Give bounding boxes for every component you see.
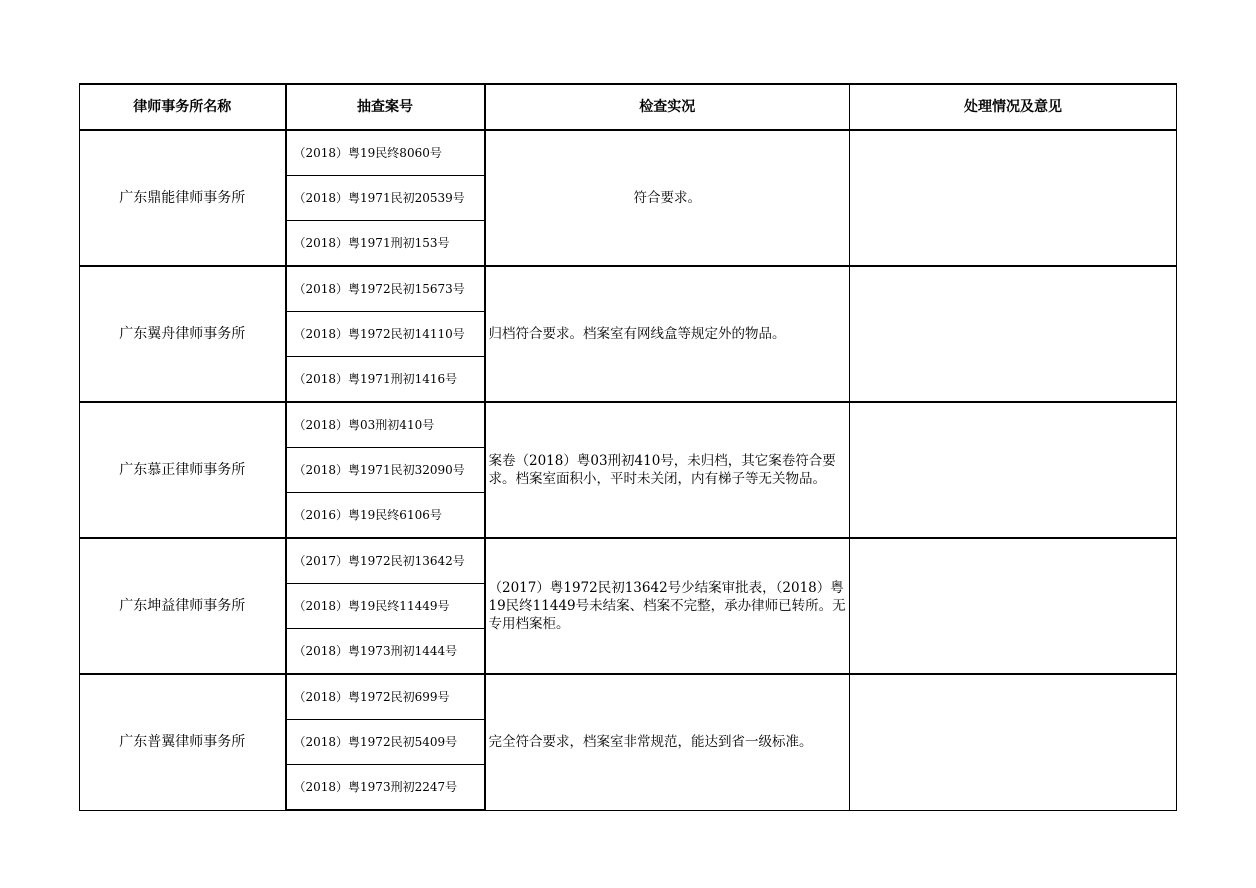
firm-name-cell: 广东翼舟律师事务所 <box>80 266 286 402</box>
header-handling-opinion: 处理情况及意见 <box>850 84 1177 130</box>
firm-name-cell: 广东普翼律师事务所 <box>80 674 286 810</box>
header-case-number: 抽查案号 <box>286 84 485 130</box>
inspection-status-cell: 归档符合要求。档案室有网线盒等规定外的物品。 <box>485 266 850 402</box>
handling-opinion-cell <box>850 674 1177 810</box>
case-number-cell: （2018）粤1972民初14110号 <box>286 312 485 357</box>
case-number-cell: （2018）粤1971民初20539号 <box>286 176 485 221</box>
inspection-status-cell: 符合要求。 <box>485 130 850 266</box>
case-number-cell: （2018）粤19民终11449号 <box>286 584 485 629</box>
table-row <box>80 266 1177 312</box>
inspection-table <box>79 83 1177 811</box>
table-row <box>80 130 1177 176</box>
inspection-status-cell: 完全符合要求，档案室非常规范，能达到省一级标准。 <box>485 674 850 810</box>
firm-name-cell: 广东鼎能律师事务所 <box>80 130 286 266</box>
handling-opinion-cell <box>850 130 1177 266</box>
firm-name-cell: 广东坤益律师事务所 <box>80 538 286 674</box>
table-row <box>80 402 1177 448</box>
case-number-cell: （2018）粤19民终8060号 <box>286 130 485 176</box>
case-number-cell: （2017）粤1972民初13642号 <box>286 538 485 584</box>
case-number-cell: （2018）粤1973刑初2247号 <box>286 765 485 811</box>
inspection-status-cell: （2017）粤1972民初13642号少结案审批表，（2018）粤19民终11449号未结案、档案不完整，承办律师已转所。无专用档案柜。 <box>485 538 850 674</box>
case-number-cell: （2018）粤1973刑初1444号 <box>286 629 485 675</box>
case-number-cell: （2018）粤1971民初32090号 <box>286 448 485 493</box>
header-row <box>80 84 1177 130</box>
case-number-cell: （2018）粤1972民初699号 <box>286 674 485 720</box>
handling-opinion-cell <box>850 538 1177 674</box>
handling-opinion-cell <box>850 266 1177 402</box>
table-row <box>80 538 1177 584</box>
case-number-cell: （2018）粤1972民初15673号 <box>286 266 485 312</box>
inspection-status-cell: 案卷（2018）粤03刑初410号，未归档，其它案卷符合要求。档案室面积小，平时未关闭，内有梯子等无关物品。 <box>485 402 850 538</box>
case-number-cell: （2018）粤1971刑初1416号 <box>286 357 485 403</box>
handling-opinion-cell <box>850 402 1177 538</box>
table-row <box>80 674 1177 720</box>
case-number-cell: （2018）粤03刑初410号 <box>286 402 485 448</box>
case-number-cell: （2018）粤1972民初5409号 <box>286 720 485 765</box>
header-firm-name: 律师事务所名称 <box>80 84 286 130</box>
header-inspection-status: 检查实况 <box>485 84 850 130</box>
case-number-cell: （2016）粤19民终6106号 <box>286 493 485 539</box>
firm-name-cell: 广东慕正律师事务所 <box>80 402 286 538</box>
case-number-cell: （2018）粤1971刑初153号 <box>286 221 485 267</box>
